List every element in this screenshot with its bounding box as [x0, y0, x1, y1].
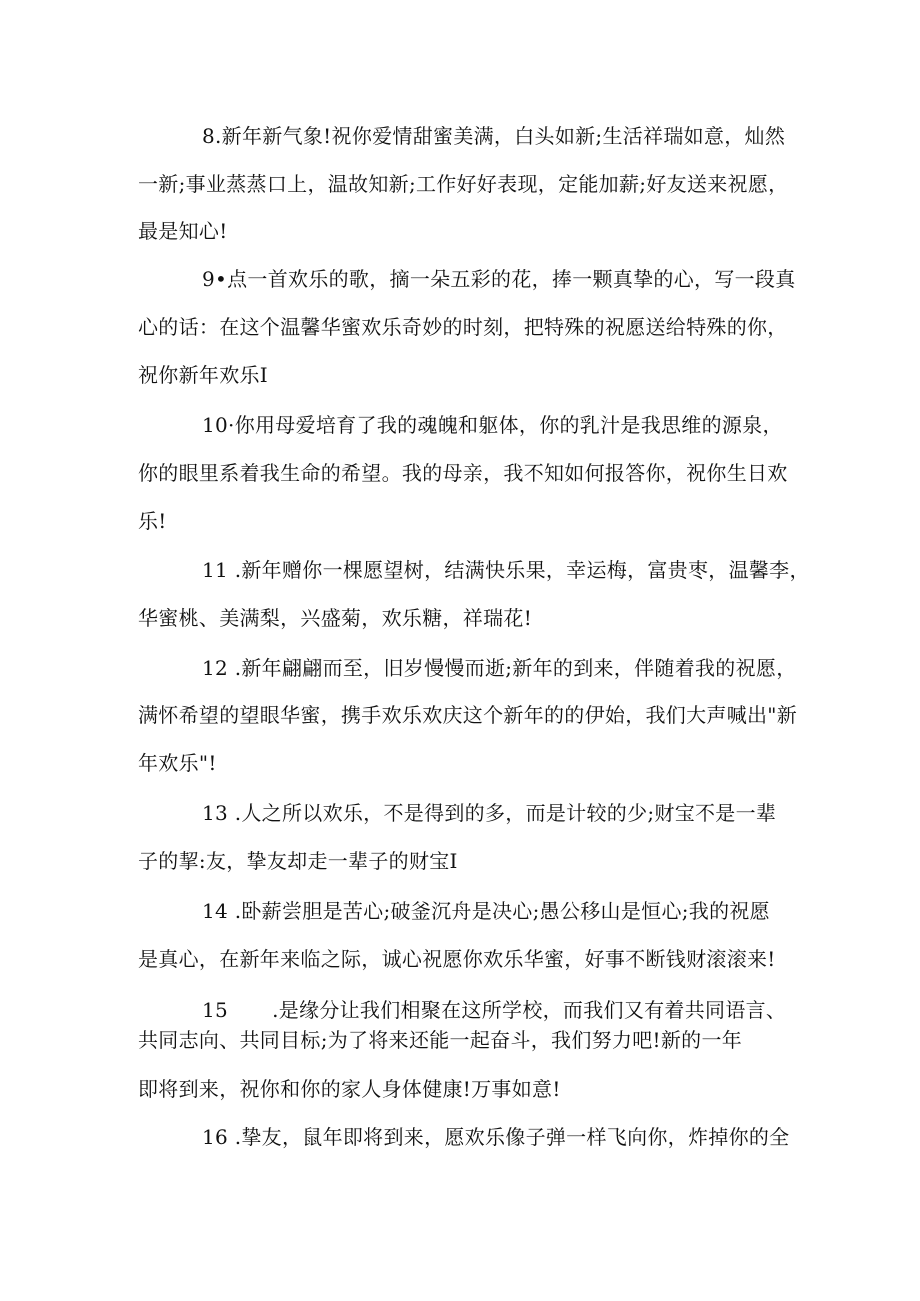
paragraph-13-line-2: 子的挈:友，挚友却走一辈子的财宝I	[138, 849, 458, 873]
paragraph-15-line-1-text: .是缘分让我们相聚在这所学校，而我们又有着共同语言、	[272, 998, 787, 1022]
paragraph-15-line-2: 共同志向、共同目标;为了将来还能一起奋斗，我们努力吧!新的一年	[138, 1028, 743, 1052]
paragraph-11-line-1: 11 .新年赠你一棵愿望树，结满快乐果，幸运梅，富贵枣，温馨李，	[202, 558, 810, 582]
paragraph-12-line-1: 12 .新年翩翩而至，旧岁慢慢而逝;新年的到来，伴随着我的祝愿，	[202, 656, 797, 680]
paragraph-11-line-2: 华蜜桃、美满梨，兴盛菊，欢乐糖，祥瑞花!	[138, 606, 533, 630]
paragraph-10-line-3: 乐!	[138, 509, 167, 533]
paragraph-15-line-3: 即将到来，祝你和你的家人身体健康!万事如意!	[138, 1077, 561, 1101]
paragraph-14-line-1: 14 .卧薪尝胆是苦心;破釜沉舟是决心;愚公移山是恒心;我的祝愿	[202, 899, 770, 923]
paragraph-9-line-3: 祝你新年欢乐I	[138, 363, 269, 387]
paragraph-12-line-2: 满怀希望的望眼华蜜，携手欢乐欢庆这个新年的的伊始，我们大声喊出"新	[138, 703, 798, 727]
paragraph-15-number: 15	[202, 998, 229, 1022]
paragraph-10-line-2: 你的眼里系着我生命的希望。我的母亲，我不知如何报答你，祝你生日欢	[138, 461, 788, 485]
paragraph-12-line-3: 年欢乐"!	[138, 751, 217, 775]
paragraph-8-line-2: 一新;事业蒸蒸口上，温故知新;工作好好表现，定能加薪;好友送来祝愿，	[138, 172, 789, 196]
paragraph-14-line-2: 是真心，在新年来临之际，诚心祝愿你欢乐华蜜，好事不断钱财滚滚来!	[138, 947, 776, 971]
paragraph-8-line-3: 最是知心!	[138, 219, 228, 243]
paragraph-15-line-1	[202, 996, 786, 1024]
paragraph-13-line-1: 13 .人之所以欢乐，不是得到的多，而是计较的少;财宝不是一辈	[202, 801, 777, 825]
paragraph-9-line-1: 9•点一首欢乐的歌，摘一朵五彩的花，捧一颗真挚的心，写一段真	[202, 267, 796, 291]
paragraph-10-line-1: 10·你用母爱培育了我的魂魄和躯体，你的乳汁是我思维的源泉，	[202, 413, 783, 437]
paragraph-8-line-1: 8.新年新气象!祝你爱情甜蜜美满，白头如新;生活祥瑞如意，灿然	[202, 124, 786, 148]
paragraph-9-line-2: 心的话：在这个温馨华蜜欢乐奇妙的时刻，把特殊的祝愿送给特殊的你，	[138, 315, 788, 339]
paragraph-16-line-1: 16 .挚友，鼠年即将到来，愿欢乐像子弹一样飞向你，炸掉你的全	[202, 1125, 790, 1149]
